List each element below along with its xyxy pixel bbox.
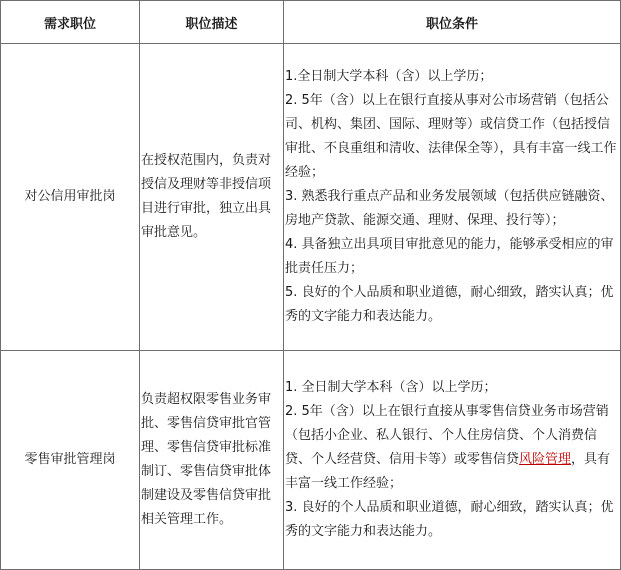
header-requirements: 职位条件 (284, 1, 621, 44)
risk-management-link[interactable]: 风险管理 (519, 452, 572, 467)
position-requirements (284, 44, 621, 351)
requirement-item: 1.全日制大学本科（含）以上学历； (285, 69, 493, 84)
requirement-item (285, 400, 619, 496)
requirement-text: 2. 5年（含）以上在银行直接从事零售信贷业务市场营销（包括小企业、私人银行、个人住房信贷、个人消费信贷、个人经营贷、信用卡等）或零售信贷 (285, 404, 609, 467)
requirement-item: 2. 5年（含）以上在银行直接从事对公市场营销（包括公司、机构、集团、国际、理财等）或信贷工作（包括授信审批、不良重组和清收、法律保全等），具有丰富一线工作经验； (285, 93, 617, 180)
position-description: 负责超权限零售业务审批、零售信贷审批官管理、零售信贷审批标准制订、零售信贷审批体制建设及零售信贷审批相关管理工作。 (140, 351, 284, 570)
position-requirements (284, 351, 621, 570)
requirement-item: 1. 全日制大学本科（含）以上学历； (285, 380, 497, 395)
requirement-item: 3. 良好的个人品质和职业道德，耐心细致，踏实认真；优秀的文字能力和表达能力。 (285, 500, 614, 539)
requirement-item: 4. 具备独立出具项目审批意见的能力，能够承受相应的审批责任压力； (285, 237, 614, 276)
position-description: 在授权范围内，负责对授信及理财等非授信项目进行审批，独立出具审批意见。 (140, 44, 284, 351)
header-description: 职位描述 (140, 1, 284, 44)
position-name: 零售审批管理岗 (1, 351, 140, 570)
table-header-row (1, 1, 621, 44)
requirement-item: 3. 熟悉我行重点产品和业务发展领域（包括供应链融资、房地产贷款、能源交通、理财、保理、投行等）； (285, 189, 614, 228)
header-position: 需求职位 (1, 1, 140, 44)
table-row (1, 44, 621, 351)
requirement-item: 5. 良好的个人品质和职业道德，耐心细致，踏实认真；优秀的文字能力和表达能力。 (285, 285, 614, 324)
position-name: 对公信用审批岗 (1, 44, 140, 351)
requirement-text: ，具有丰富一线工作经验； (285, 452, 611, 491)
table-row (1, 351, 621, 570)
